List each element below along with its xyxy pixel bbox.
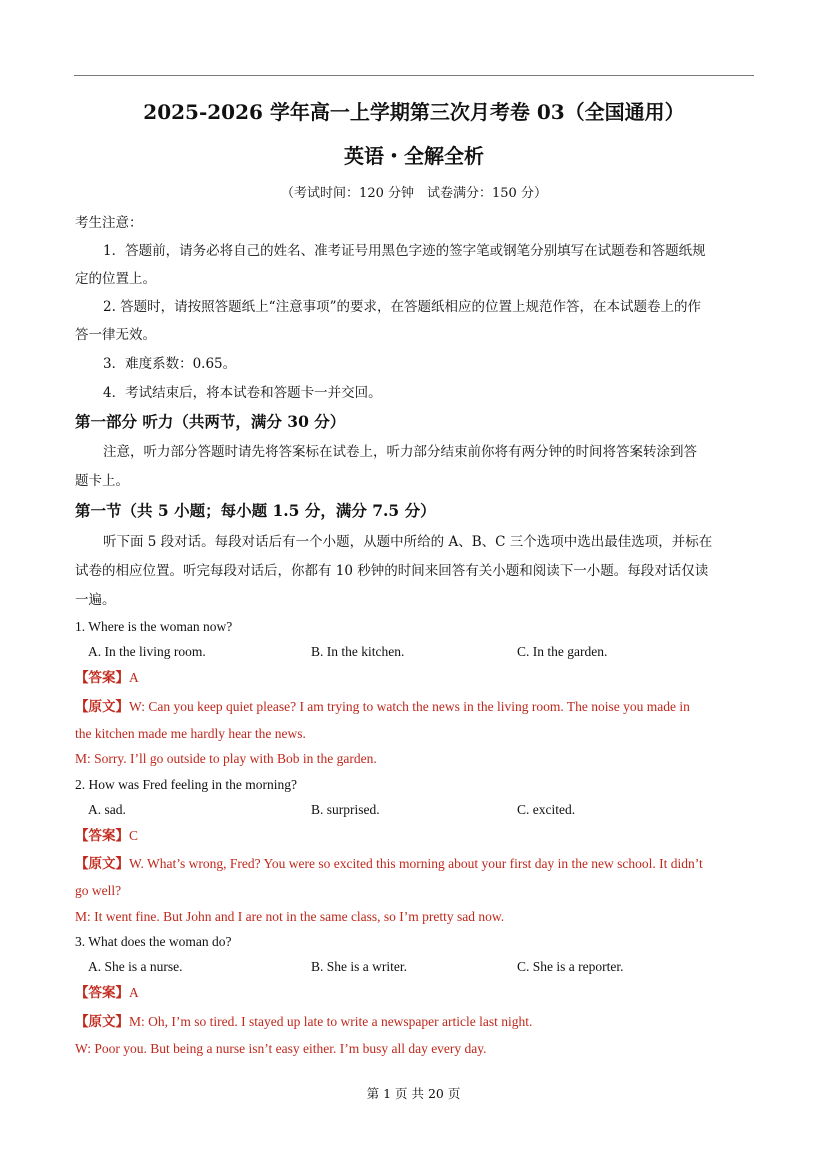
question-3-option-b: B. She is a writer. — [311, 959, 407, 974]
question-1: 1. Where is the woman now? — [75, 619, 233, 634]
question-3-option-c: C. She is a reporter. — [517, 959, 624, 974]
question-2: 2. How was Fred feeling in the morning? — [75, 777, 297, 792]
question-2-transcript — [75, 853, 755, 875]
question-1-answer — [75, 667, 755, 689]
question-1-transcript-reply: M: Sorry. I’ll go outside to play with Bob in the garden. — [75, 751, 377, 766]
question-3: 3. What does the woman do? — [75, 934, 232, 949]
original-label: 【原文】 — [75, 699, 129, 715]
transcript-line: W. What’s wrong, Fred? You were so excited this morning about your first day in the new school. It didn’t — [129, 856, 703, 871]
question-2-option-c: C. excited. — [517, 802, 576, 817]
answer-value: C — [129, 828, 139, 843]
question-2-option-b: B. surprised. — [311, 802, 380, 817]
page-number: 第 1 页 共 20 页 — [366, 1086, 461, 1101]
section1-heading: 第一节（共 5 小题；每小题 1.5 分，满分 7.5 分） — [75, 501, 436, 520]
original-label: 【原文】 — [75, 1014, 129, 1030]
original-label: 【原文】 — [75, 856, 129, 872]
question-1-transcript-cont: the kitchen made me hardly hear the news. — [75, 726, 306, 741]
question-1-option-b: B. In the kitchen. — [311, 644, 405, 659]
answer-value: A — [129, 670, 139, 685]
question-1-transcript — [75, 696, 755, 718]
question-3-transcript-reply: W: Poor you. But being a nurse isn’t easy either. I’m busy all day every day. — [75, 1041, 487, 1056]
question-2-answer — [75, 825, 755, 847]
notice-item-1: 1．答题前，请务必将自己的姓名、准考证号用黑色字迹的签字笔或钢笔分别填写在试题卷和答题纸规 — [103, 243, 706, 259]
answer-value: A — [129, 985, 139, 1000]
exam-info: （考试时间：120 分钟 试卷满分：150 分） — [281, 186, 547, 201]
question-3-answer — [75, 982, 755, 1004]
question-3-transcript — [75, 1011, 755, 1033]
notice-item-3: 3．难度系数：0.65。 — [103, 356, 237, 372]
header-rule — [74, 75, 754, 76]
document-title: 2025-2026 学年高一上学期第三次月考卷 03（全国通用） — [143, 100, 685, 124]
answer-label: 【答案】 — [75, 828, 129, 844]
transcript-line: W: Can you keep quiet please? I am trying to watch the news in the living room. The noise you made in — [129, 699, 690, 714]
notice-item-4: 4．考试结束后，将本试卷和答题卡一并交回。 — [103, 385, 382, 401]
question-1-option-a: A. In the living room. — [88, 644, 206, 659]
notice-label: 考生注意： — [75, 215, 143, 231]
transcript-line: M: Oh, I’m so tired. I stayed up late to write a newspaper article last night. — [129, 1014, 533, 1029]
question-2-option-a: A. sad. — [88, 802, 126, 817]
question-2-transcript-reply: M: It went fine. But John and I are not in the same class, so I’m pretty sad now. — [75, 909, 505, 924]
question-1-option-c: C. In the garden. — [517, 644, 608, 659]
answer-label: 【答案】 — [75, 985, 129, 1001]
section1-instructions: 听下面 5 段对话。每段对话后有一个小题，从题中所给的 A、B、C 三个选项中选出最佳选项，并标在 — [103, 534, 713, 550]
notice-item-2-cont: 答一律无效。 — [75, 327, 156, 343]
section1-instructions-end: 一遍。 — [75, 592, 116, 608]
document-subtitle: 英语・全解全析 — [344, 144, 484, 168]
part1-note-cont: 题卡上。 — [75, 473, 129, 489]
question-3-option-a: A. She is a nurse. — [88, 959, 183, 974]
section1-instructions-cont: 试卷的相应位置。听完每段对话后，你都有 10 秒钟的时间来回答有关小题和阅读下一小题。每段对话仅读 — [75, 563, 709, 579]
notice-item-2: 2. 答题时，请按照答题纸上“注意事项”的要求，在答题纸相应的位置上规范作答，在本试题卷上的作 — [103, 299, 701, 315]
part1-heading: 第一部分 听力（共两节，满分 30 分） — [75, 412, 346, 431]
notice-item-1-cont: 定的位置上。 — [75, 271, 156, 287]
answer-label: 【答案】 — [75, 670, 129, 686]
part1-note: 注意，听力部分答题时请先将答案标在试卷上，听力部分结束前你将有两分钟的时间将答案转涂到答 — [103, 444, 697, 460]
question-2-transcript-cont: go well? — [75, 883, 122, 898]
